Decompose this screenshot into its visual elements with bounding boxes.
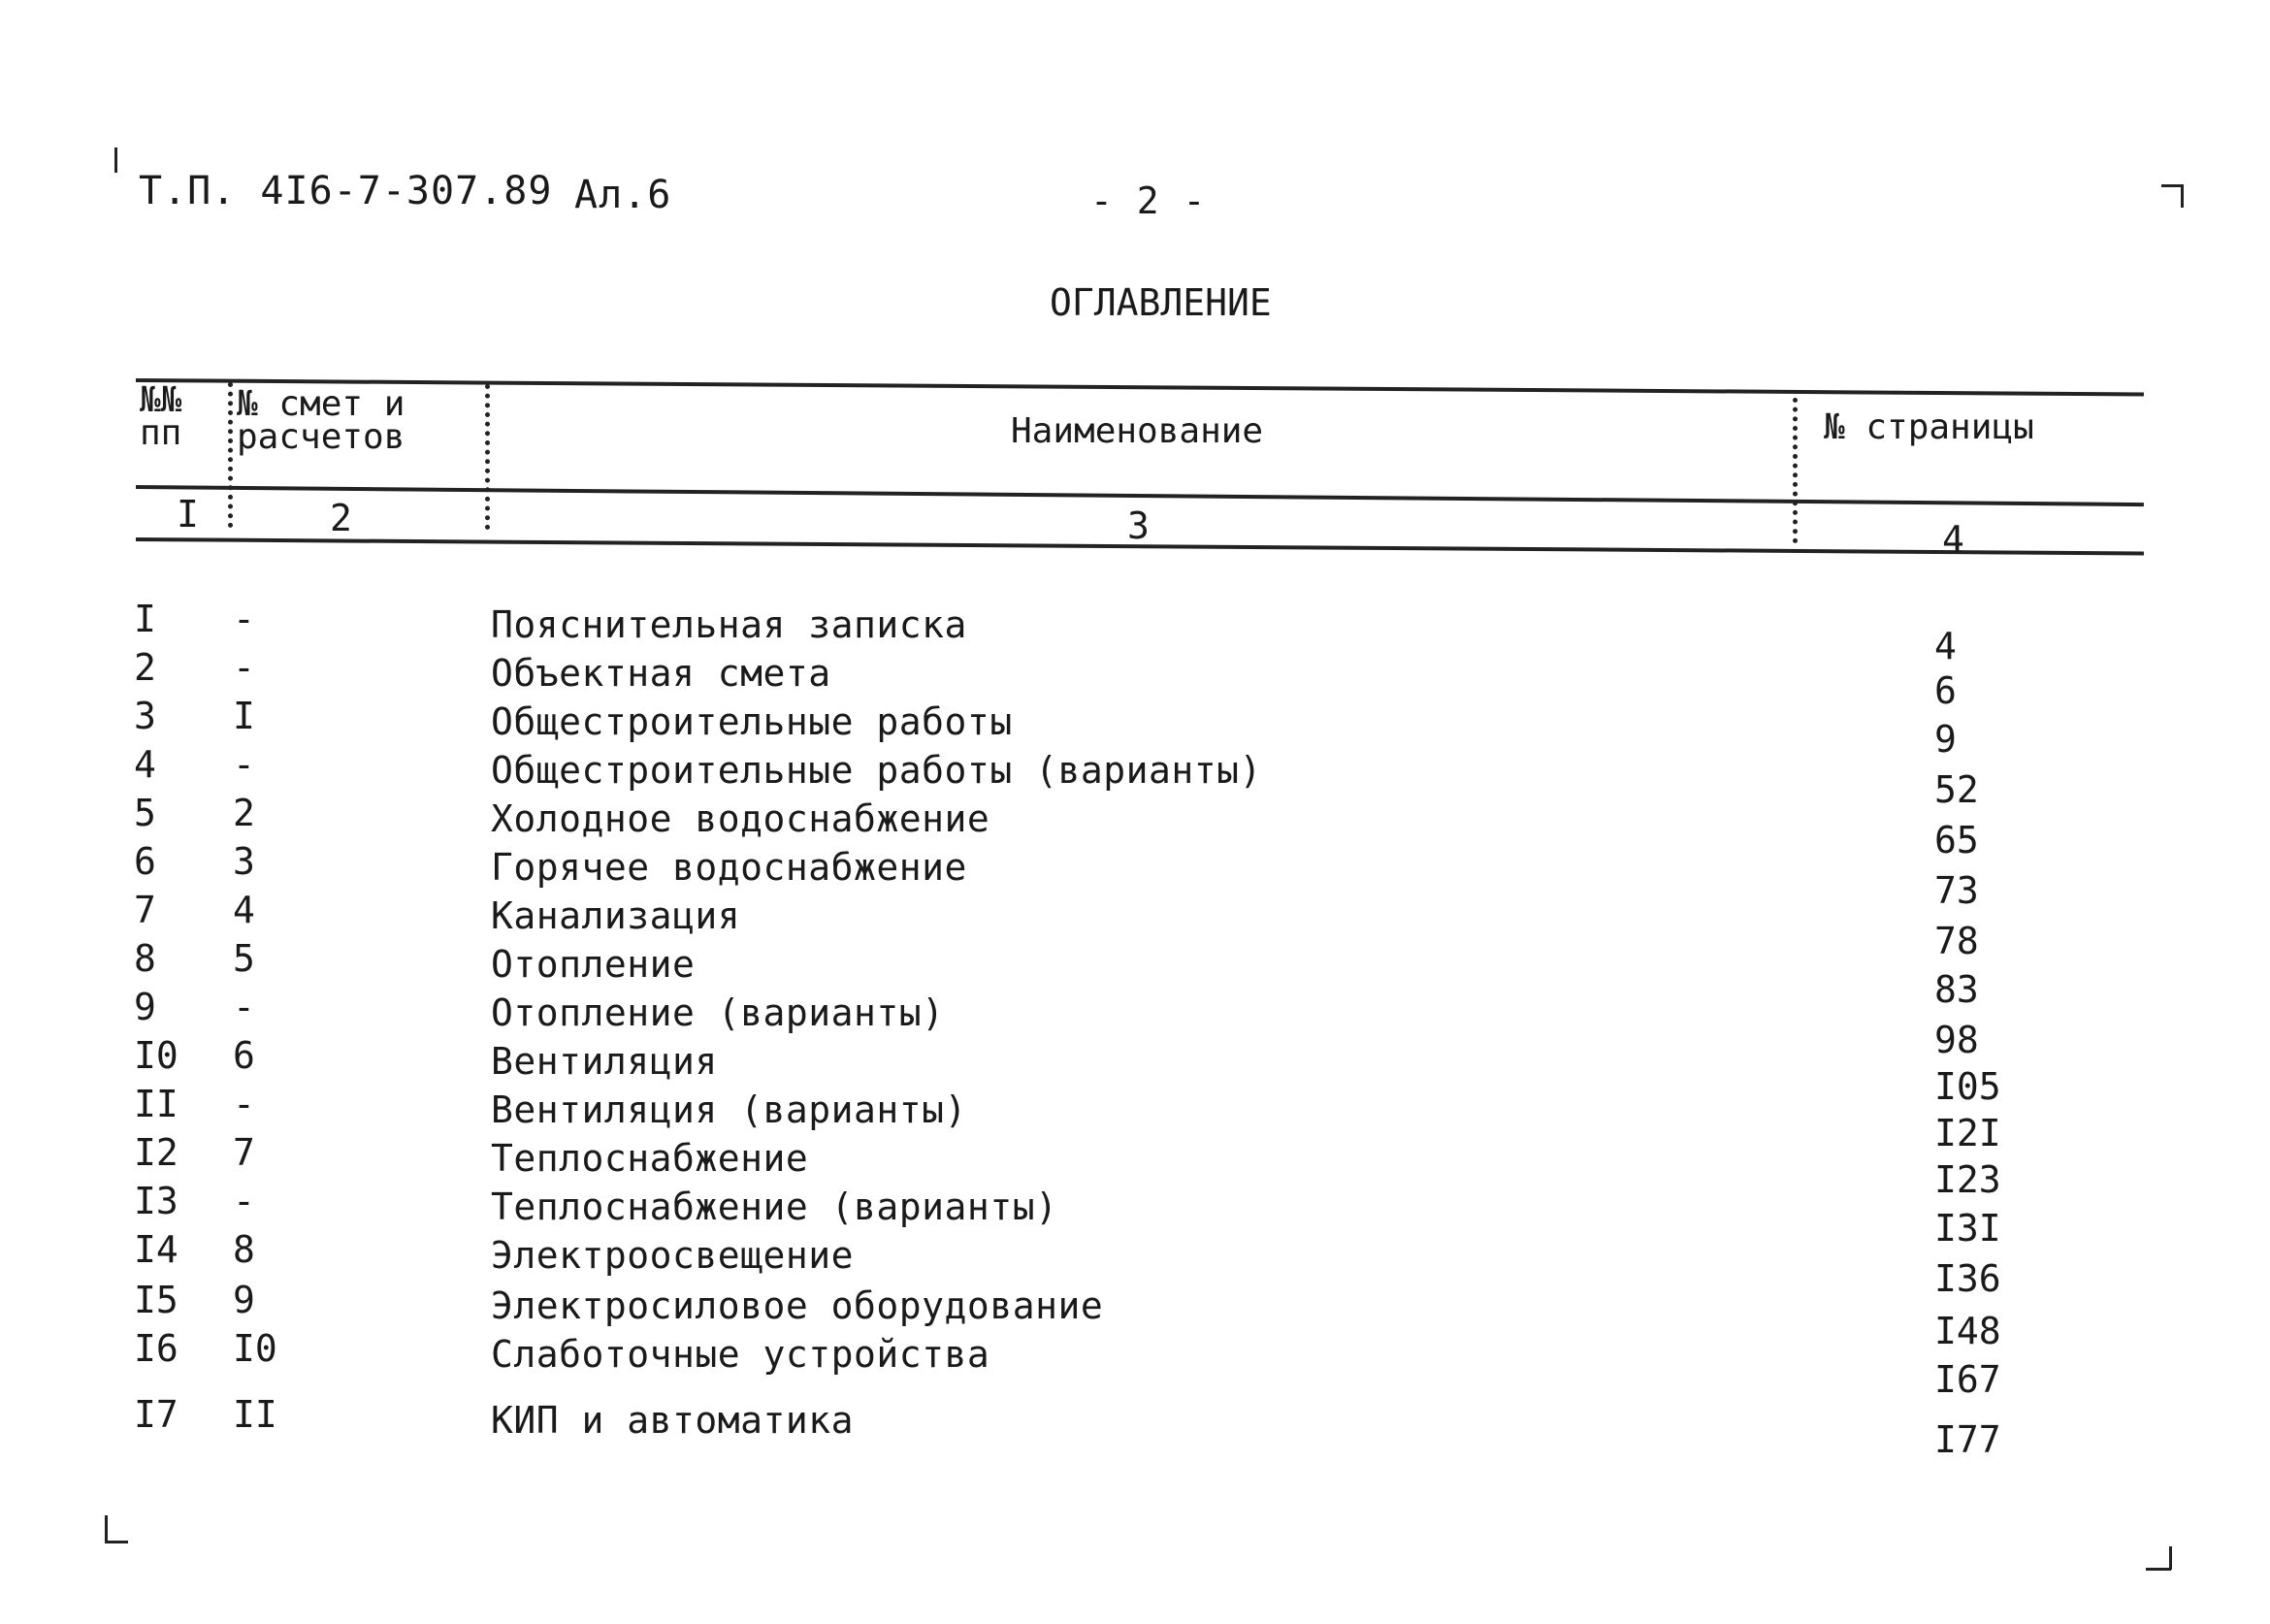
calc-number: 8 [233,1228,255,1271]
section-name: Электроосвещение [491,1234,855,1277]
row-number: I6 [134,1327,178,1370]
row-number: I4 [134,1228,178,1271]
table-row [0,598,2270,667]
table-row [0,889,2270,962]
section-name: Теплоснабжение [491,1137,809,1180]
album-number: Ал.6 [574,173,672,217]
page-number-cell: 73 [1934,869,1979,912]
row-number: 8 [134,937,156,980]
page-number-cell: I3I [1934,1207,2001,1250]
calc-number: 2 [233,792,255,834]
table-row [0,1327,2270,1401]
calc-number: - [233,743,255,786]
column-number-2: 2 [330,497,352,539]
row-number: 7 [134,889,156,931]
calc-number: - [233,1180,255,1222]
row-number: I3 [134,1180,178,1222]
section-name: КИП и автоматика [491,1399,855,1442]
row-number: 5 [134,792,156,834]
row-number: 4 [134,743,156,786]
page-number-cell: 52 [1934,768,1979,811]
document-code: Т.П. 4I6-7-307.89 [139,169,553,213]
row-number: I [134,598,156,640]
section-name: Канализация [491,894,741,937]
calc-number: 7 [233,1131,255,1174]
calc-number: II [233,1393,277,1436]
column-header-page: № страницы [1824,407,2034,447]
page-number-cell: I36 [1934,1257,2001,1300]
section-name: Отопление [491,943,696,986]
calc-number: 6 [233,1034,255,1077]
table-row [0,840,2270,912]
calc-number: 5 [233,937,255,980]
column-header-row-number: №№ пп [140,380,182,453]
row-number: I5 [134,1279,178,1321]
table-row [0,1083,2270,1154]
calc-number: I [233,695,255,737]
section-name: Слаботочные устройства [491,1333,990,1376]
page-number: - 2 - [1090,179,1207,222]
column-header-name: Наименование [1011,411,1264,451]
section-name: Отопление (варианты) [491,991,945,1034]
section-name: Общестроительные работы [491,700,1013,743]
calc-number: 4 [233,889,255,931]
calc-number: 9 [233,1279,255,1321]
section-name: Общестроительные работы (варианты) [491,749,1262,792]
toc-title: ОГЛАВЛЕНИЕ [1050,281,1272,324]
calc-number: - [233,1083,255,1125]
page-number-cell: I77 [1934,1418,2001,1461]
row-number: 9 [134,986,156,1028]
table-row [0,743,2270,811]
section-name: Пояснительная записка [491,603,967,646]
column-header-calc-number: № смет и расчетов [237,384,405,457]
row-number: I0 [134,1034,178,1077]
page-number-cell: 6 [1934,669,1957,712]
page-number-cell: I67 [1934,1358,2001,1401]
section-name: Холодное водоснабжение [491,797,990,840]
row-number: 2 [134,646,156,689]
column-number-3: 3 [1127,504,1150,547]
page-number-cell: I48 [1934,1310,2001,1352]
section-name: Вентиляция [491,1040,718,1083]
table-row [0,695,2270,761]
row-number: I2 [134,1131,178,1174]
table-row [0,1393,2270,1461]
section-name: Электросиловое оборудование [491,1284,1104,1327]
section-name: Горячее водоснабжение [491,846,967,889]
calc-number: - [233,646,255,689]
page-number-cell: 78 [1934,920,1979,962]
row-number: 6 [134,840,156,883]
section-name: Теплоснабжение (варианты) [491,1186,1058,1228]
calc-number: - [233,598,255,640]
page-number-cell: I2I [1934,1112,2001,1154]
column-number-1: I [177,493,199,536]
page-number-cell: 98 [1934,1019,1979,1061]
row-number: I7 [134,1393,178,1436]
page-number-cell: 4 [1934,625,1957,667]
calc-number: I0 [233,1327,277,1370]
row-number: II [134,1083,178,1125]
section-name: Объектная смета [491,652,831,695]
column-number-4: 4 [1942,518,1964,561]
table-row [0,792,2270,861]
calc-number: 3 [233,840,255,883]
section-name: Вентиляция (варианты) [491,1088,967,1131]
table-row [0,646,2270,712]
table-row [0,937,2270,1011]
page-number-cell: I05 [1934,1065,2001,1108]
page-number-cell: 9 [1934,718,1957,761]
page-number-cell: 83 [1934,968,1979,1011]
calc-number: - [233,986,255,1028]
page-number-cell: I23 [1934,1158,2001,1201]
page-number-cell: 65 [1934,819,1979,861]
row-number: 3 [134,695,156,737]
